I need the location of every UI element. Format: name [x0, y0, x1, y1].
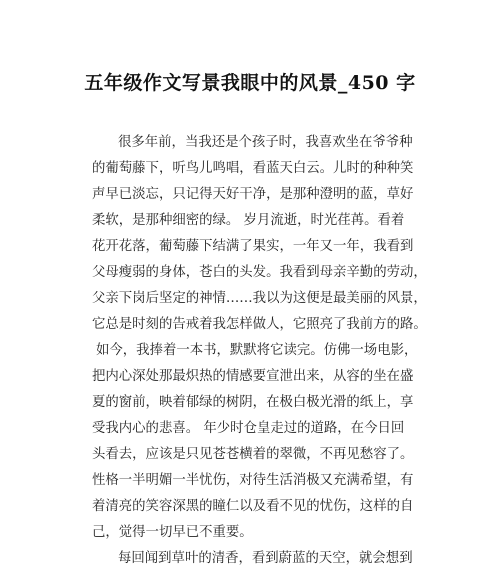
paragraph-line: 父亲下岗后坚定的神情……我以为这便是最美丽的风景，: [92, 291, 427, 306]
paragraph-line: 声早已淡忘，只记得天好干净，是那种澄明的蓝，草好: [92, 187, 414, 202]
paragraph-line: 它总是时刻的告戒着我怎样做人，它照亮了我前方的路。: [92, 317, 427, 332]
paragraph-line: 头看去，应该是只见苍苍横着的翠微，不再见愁容了。: [92, 447, 414, 462]
paragraph-line: 柔软，是那种细密的绿。 岁月流逝，时光荏苒。看着: [92, 213, 405, 228]
paragraph-line: 很多年前，当我还是个孩子时，我喜欢坐在爷爷种: [118, 135, 413, 150]
paragraph-line: 受我内心的悲喜。 年少时仓皇走过的道路，在今日回: [92, 421, 405, 436]
document-title: 五年级作文写景我眼中的风景_450 字: [84, 72, 416, 94]
paragraph-line: 的葡萄藤下，听鸟儿鸣唱，看蓝天白云。儿时的种种笑: [92, 161, 414, 176]
document-body: [92, 130, 427, 572]
paragraph-line: 每回闻到草叶的清香，看到蔚蓝的天空，就会想到: [118, 551, 413, 566]
paragraph-line: 把内心深处那最炽热的情感要宣泄出来，从容的坐在盛: [92, 369, 414, 384]
paragraph-line: 如今，我捧着一本书，默默将它读完。仿佛一场电影，: [96, 343, 418, 358]
paragraph-line: 己，觉得一切早已不重要。: [92, 525, 253, 540]
paragraph-line: 父母瘦弱的身体，苍白的头发。我看到母亲辛勤的劳动，: [92, 265, 427, 280]
paragraph-line: 性格一半明媚一半忧伤，对待生活消极又充满希望，有: [92, 473, 414, 488]
paragraph-line: 花开花落，葡萄藤下结满了果实，一年又一年，我看到: [92, 239, 414, 254]
paragraph-line: 着清亮的笑容深黑的瞳仁以及看不见的忧伤，这样的自: [92, 499, 414, 514]
paragraph-line: 夏的窗前，映着郁绿的树阴，在极白极光滑的纸上，享: [92, 395, 414, 410]
